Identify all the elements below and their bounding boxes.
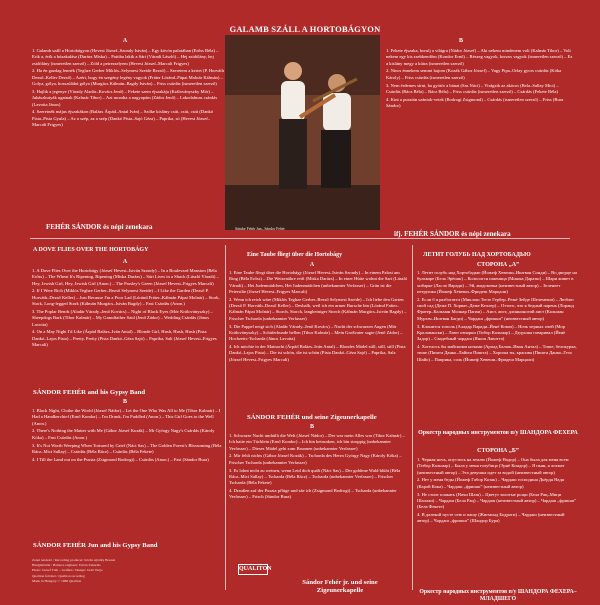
credit-line-5: Made in Hungary © 1986 Qualiton [32,578,82,583]
credit-line-3: Photo: József Tóth – Grafika / Design: Judit Verga [32,568,103,573]
credits [32,558,222,584]
qualiton-logo [238,564,272,575]
ru-b-entry-3: 3. Не стоит плакать (Нaчи Шаш) – Цветут золотые рощи (Бела Рац–Мици Шаллаи) – Чардаш (Бела Рац) – Чардаш (неизвестный автор) – Чардаш „фришш” (Бела Фекете) [417,491,577,510]
artist-en-b: SÁNDOR FEHÉR Jun and his Gypsy Band [33,542,158,549]
ru-a-entry-4: 4. Хотелось бы майскими ночами (Арпад Балаж–Иван Антал) – Тише, белокурка, тише (Пишта Данко–Лайош Пишта) – Хороша ты, красива (Пишта Данко–Геза Шайо) – Паприка, соль (Йожеф Хевеши–Фридеш Марцали) [417,344,577,362]
german-title: Eine Taube fliegt über die Hortobágy [247,252,343,258]
hu-a-entry-4: 4. Szeretnék május éjszakákon (Balázs Árpád–Antal Iván) – Szőke kislány csitt, csitt, csitt (Dankó Pista–Pista Gyula) – Az a szép, az a szép (Dankó Pista–Sajó Géza) – Paprika, só (Hevesi József–Marcali Frigyes) [32,109,214,128]
hu-a-entry-3: 3. Hajlik a jegenye (Várady Aladár–Kovács Jenő) – Fekete szem éjszakája (Královányszky Mór) – Juhászkutyák ugatnak (Kalmár Tibor) – Azt mondta a nagyapám (Zádor Jenő) – Lakodalmas csárdás (Lavotta János) [32,88,218,107]
hu-a-entry-1: 1. Galamb száll a Hortobágyon (Hevesi József–Szondy István) – Egy kövön palotában (Erőss Béla) – Erik a, érik a búzakalász (Darázs Miska) – Pattiba lakik a Sári (Váradi László) – Hej zsidólány, hej zsidólány (ismeretlen szerző) – Zöld a petrezselyem (Hevesi József–Marcali Frigyes) [32,48,219,66]
artist-ru-a: Оркестр народных инструментов п/у ШАНДОРА ФЕХЕРА [418,430,578,436]
credit-line-2: Hangmérnök / Balance engineer: István Zakariás [32,563,101,568]
en-a-entry-1: 1. A Dove Flies Over the Hortobágy (József Hevesi–István Szondy) – In a Boulevard Mansion (Béla Erőss) – The Wheat It's Ripening, Ripening (Miska Darázs) – Sári Lives in a Shack (László Váradi) – Hey, Jewish Girl, Hey, Jewish Girl (Anon.) – The Parsley's Green (József Hevesi–Frigyes Marcali) [32,268,219,286]
photo-illustration [225,35,380,230]
russian-side-b [417,457,577,526]
side-b-label-de: B [309,424,314,430]
side-b-label-hu: B [458,38,463,44]
artist-en-a: SÁNDOR FEHÉR and his Gypsy Band [33,389,146,396]
de-a-entry-3: 3. Die Pappel neigt sich (Aladár Várady–Jenő Kovács) – Nacht der schwarzen Augen (Mór Královányszky) – Schäferhunde bellen (Tibor Kalmár) – Mein Großvater sagte (Jenő Zádor) – Hochzeits-Tscharda (János Lavotta) [229,323,403,342]
english-side-a [32,268,222,350]
en-b-entry-4: 4. I Till the Land out on the Pussta (Zsigmond Bodrogi) – Csárdás (Anon.) – Fast (Sándor Bura) [32,456,209,462]
hungarian-side-b [386,48,574,111]
credit-line-1: Zenei rendező / Recording producer: István Ajtólky Bonnai [32,558,116,562]
en-a-entry-3: 3. The Poplar Bends (Aladár Várady–Jenő Kovács) – Night of Black Eyes (Mór Královányszky) – Sheepdogs Bark (Tibor Kalmár) – My Grandfather Said (Jenő Zádor) – Wedding Csárdás (János Lavotta) [32,308,213,327]
en-a-entry-4: 4. On a May Night I'd Like (Árpád Balázs–Iván Antal) – Blonde Girl, Hush, Hush, Hush (Pista Dankó–Lajos Pista) – Pretty, Pretty (Pista Dankó–Géza Sajó) – Paprika, Salt (József Hevesi–Frigyes Marcali) [32,329,217,348]
artist-de-a: SÁNDOR FEHÉR und seine Zigeunerkapelle [247,414,377,421]
hu-b-entry-2: 2. Nincs énnekem semmi bajom (Kozák Gábor József) – Vagy Pipa–Orlay gyors csárdás (Kóka Károly) – Friss csárdás (ismeretlen szerző) [386,68,562,80]
hu-b-entry-3: 3. Nem érdemes sírni, ha gyötör a bánat (Sas Náci) – Virágzik az akácos (Bela–Sallay Mici) – Csárdás (Rácz Béla) – Rácz Béla) – Friss csárdás (ismeretlen szerző) – Csárdás (Fekete Béla) [386,82,559,94]
en-b-entry-1: 1. Black Night, Clothe the World (József Nádor) – Let the One Who Was All to Me (Tibor Kalmár) – I Had a Handkerchief (Ernő Kondor) – I'm Drunk, I'm Fuddled (Anon.) – This Girl Goes to the Well (Anon.) [32,408,221,426]
en-b-entry-3: 3. It's Not Worth Weeping When Tortured by Grief (Náci Sas) – The Golden Forest's Blossoming (Béla Rácz–Mici Sallay) – Csárdás (Béla Rácz) – Csárdás (Béla Fekete) [32,442,222,454]
side-b-label-en: B [122,399,127,405]
en-a-entry-2: 2. If I Were Rich (Miklós Teghze Gerber–Rezső Selymesi Szeide) – I Like the Garden (Dezső P. Horváth–Dezső Keller) – Just Because I'm a Poor Lad (Lóránd Fráter–Kálmán Pápai Molnár) – Stork, Stork, Long-legged Stork (Kálmán Murgács–István Bagdy) – Fast Csárdás (Anon.) [32,288,220,307]
english-side-b [32,408,222,465]
column-divider-1 [225,245,226,590]
side-a-label-ru: СТОРОНА „А” [476,262,520,268]
photo-caption: Sándor Fehér Jun., Sándor Fehér [235,227,285,231]
side-a-label-de: A [309,262,315,268]
credit-line-4: Qualiton felvétel / Qualiton recording [32,573,85,578]
en-b-entry-2: 2. There's Nothing the Matter with Me (Gábor József Kozák) – Mr György Nagy's Csárdás (Károly Kóka) – Fast Csárdás (Anon.) [32,428,215,440]
band-photo [225,35,380,230]
ru-b-entry-2: 2. Нет у меня беды (Йожеф Габор Козак) – Чардаш господина Дьёрдя Надя (Карой Кока) – Чардаш „фришш” (неизвестный автор) [417,477,564,489]
russian-title: ЛЕТИТ ГОЛУБЬ НАД ХОРТОБАДЬЮ [423,252,531,258]
logo-text: QUALITON [239,566,272,572]
ru-b-entry-4: 4. В далекой пусте сею и пашу (Жигмонд Бодроги) – Чардаш (неизвестный автор) – Чардаш „фришш” (Шандор Бура) [417,512,565,524]
album-title: GALAMB SZÁLL A HORTOBÁGYON [229,24,381,34]
de-b-entry-1: 1. Schwarze Nacht umhüllt die Welt (József Nádor) – Der war mein Alles war (Tibor Kalmár) – Ich hatte ein Tüchlein (Ernő Kondor) – Ich bin betrunken, ich bin struppig (unbekannter Verfasser) – Dieses Mädel geht zum Brunnen (unbekannter Verfasser) [229,433,405,451]
hungarian-side-a [32,48,224,130]
de-b-entry-4: 4. Draußen auf der Puszta pflüge und säe ich (Zsigmond Bodrogi) – Tscharda (unbekannter Verfasser) – Frisch (Sándor Bura) [229,488,397,500]
de-a-entry-4: 4. Ich möchte in der Mainacht (Árpád Balázs–Iván Antal) – Blondes Mädel still, still, still (Pista Dankó–Lajos Pista) – Die ist schön, die ist schön (Pista Dankó–Géza Sajó) – Paprika, Salz (József Hevesi–Frigyes Marcali) [229,344,406,362]
german-side-a [229,270,409,365]
ru-a-entry-2: 2. Если б я разбогател (Миклош Тегзе Гербер–Режё Зейде Шелемеши) – Люблю свой сад (Деже П. Хорват–Деже Келлер) – Оттого, что я бедный парень (Лоранд Фратер–Кальман Молнар Папаи) – Аист, аист, длинноногий аист (Кальман Мургач–Иштван Багди) – Чардаш „фришш” (неизвестный автор) [417,296,574,321]
artist-hu-b: ifj. FEHÉR SÁNDOR és népi zenekara [394,230,511,238]
section-divider [30,238,570,239]
de-b-entry-3: 3. Es lohnt nicht zu weinen, wenn Leid dich quält (Náci Sas) – Der goldene Wald blüht (Béla Rácz–Mici Sallay) – Tscharda (Béla Rácz) – Tscharda (unbekannter Verfasser) – Frischer Tscharda (Béla Fekete) [229,467,401,486]
hu-b-entry-4: 4. Kint a pusztán szántok-vetek (Bodrogi Zsigmond) – Csárdás (ismeretlen szerző) – Friss (Bura Sándor) [386,96,564,109]
side-a-label-en: A [122,259,128,265]
column-divider-2 [412,245,413,590]
side-a-label-hu: A [122,38,128,44]
de-b-entry-2: 2. Mir fehlt nichts (Gábor József Kozák) – Tscharda des Herrn György Nagy (Károly Kóka) – Frischer Tscharda (unbekannter Verfasser) [229,453,402,465]
hu-a-entry-2: 2. Ha én gazdag lennék (Teghze Gerber Miklós–Selymesi Szeide Rezső) – Szeretem a kertet (P. Horváth Dezső–Keller Dezső) – Azért, hogy én szegény legény vagyok (Fráter Lóránd–Pápai Molnár Kálmán) – Golya, gólya, hosszúlábú gólya (Murgács Kálmán–Bagdy István) – Friss csárdás (ismeretlen szerző) [32,68,224,87]
english-title: A DOVE FLIES OVER THE HORTOBÁGY [33,247,149,253]
artist-ru-b: Оркестр народных инструментов п/у ШАНДОРА ФЕХЕРА–МЛАДШЕГО [419,589,577,602]
side-b-label-ru: СТОРОНА „Б” [477,448,519,454]
ru-a-entry-1: 1. Летит голубь над Хортобадью (Йожеф Хевеши–Иштван Сонди) – Во дворце на бульваре (Бела Эрёшш) – Колосится пшеница (Мишка Даразш) – Шари живет в хибарке (Ласло Варади) – Эй, жидовочка (неизвестный автор) – Зеленеет петрушка (Йожеф Хевеши–Фридеш Марцали) [417,270,577,294]
de-a-entry-1: 1. Eine Taube fliegt über die Hortobágy (József Hevesi–István Szondy) – In einem Palast am Ring (Béla Erőss) – Die Weizenähre reift (Miska Darázs) – In einer Hütte wohnt die Sari (László Váradi) – Hei Judenmädchen, Hei Judenmädchen (unbekannter Verfasser) – Grün ist die Petersilie (József Hevesi–Frigyes Marcali) [229,270,408,294]
ru-a-entry-3: 3. Клонится тополь (Аладар Варади–Йенё Ковач) – Ночь черных очей (Мор Краловански) – Лают овчарки (Тибор Кальмар) – Дедушка говаривал (Йенё Задор) – Свадебный чардаш (Янош Лавотта) [417,323,566,342]
hu-b-entry-1: 1. Fekete éjszaka, borulj a világra (Nádor József) – Aki nekem mindenem volt (Kalmár Tibor) – Volt nekem egy kis zsebkendőm (Kondor Ernő) – Részeg vagyok, borzos vagyok (ismeretlen szerző) – Ez a kislány megy a kútra (ismeretlen szerző) [386,48,573,66]
ru-b-entry-1: 1. Черная ночь, опустись на землю (Йожеф Надор) – Она была для меня всем (Тибор Кальмар) – Была у меня голубица (Эрнё Кондор) – Я пьян, я лохмат (неизвестный автор) – Эта девушка идет за водой (неизвестный автор) [417,457,569,475]
artist-de-b: Sándor Fehér jr. und seine Zigeunerkapelle [302,579,378,594]
de-a-entry-2: 2. Wenn ich reich wäre (Miklós Teghze Gerber–Rezső Selymesi Szeide) – Ich liebe den Garten (Dezső P. Horváth–Dezső Keller) – Deshalb, weil ich ein armer Bursche bin (Lóránd Fráter–Kálmán Pápai Molnár) – Storch, Storch, langbeiniger Storch (Kálmán Murgács–István Bagdy) – Frischer Tscharda (unbekannter Verfasser) [229,296,407,321]
russian-side-a [417,270,577,365]
german-side-b [229,433,409,502]
artist-hu-a: FEHÉR SÁNDOR és népi zenekara [46,223,153,231]
